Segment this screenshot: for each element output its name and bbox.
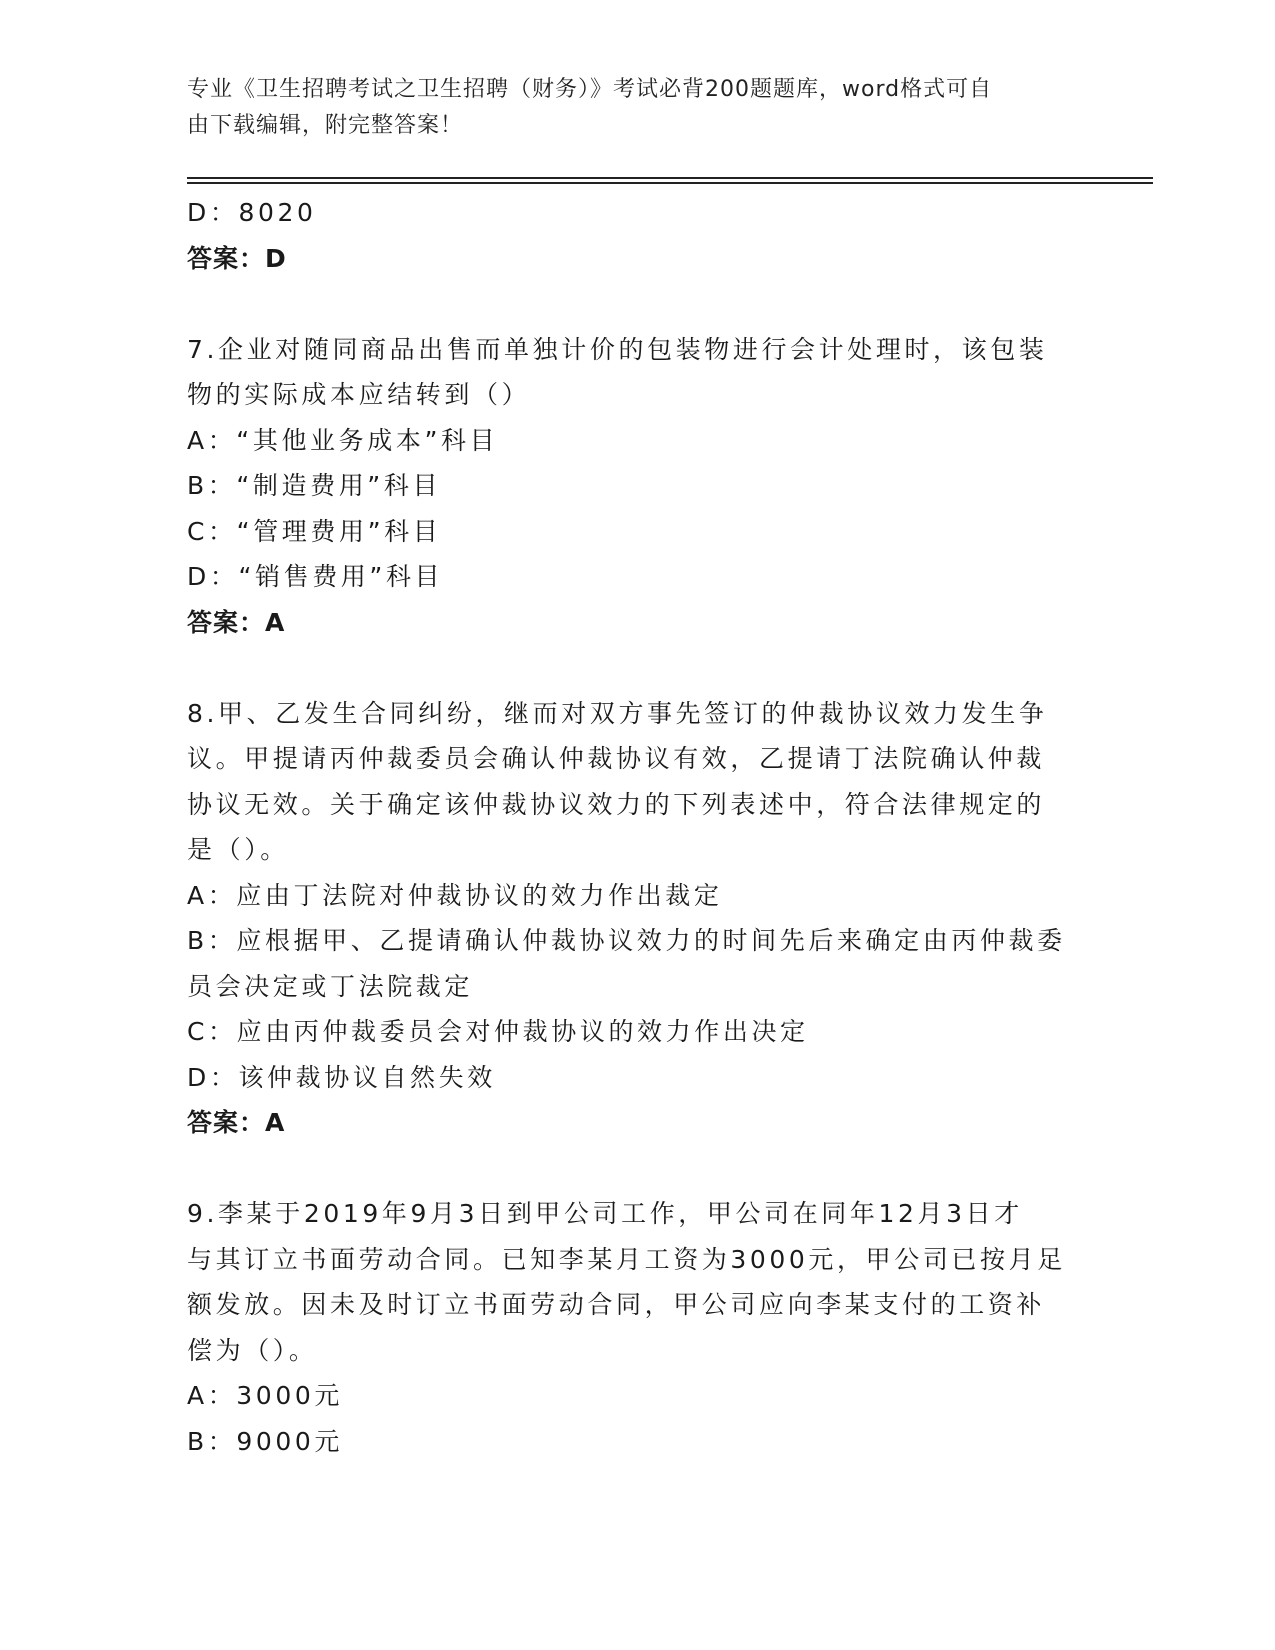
question-stem: 9.李某于2019年9月3日到甲公司工作，甲公司在同年12月3日才 xyxy=(187,1199,1023,1228)
document-header xyxy=(187,72,1087,144)
question-stem: 议。甲提请丙仲裁委员会确认仲裁协议有效，乙提请丁法院确认仲裁 xyxy=(187,744,1046,773)
header-divider-bottom xyxy=(187,182,1153,184)
question-stem: 协议无效。关于确定该仲裁协议效力的下列表述中，符合法律规定的 xyxy=(187,789,1046,819)
option-d: D：“销售费用”科目 xyxy=(187,562,444,591)
question-7 xyxy=(187,327,1087,646)
answer: 答案：D xyxy=(187,243,287,273)
option-a: A：应由丁法院对仲裁协议的效力作出裁定 xyxy=(187,880,723,910)
option-c: C：应由丙仲裁委员会对仲裁协议的效力作出决定 xyxy=(187,1017,809,1046)
option-a: A：3000元 xyxy=(187,1381,343,1410)
question-stem: 是（）。 xyxy=(187,835,289,864)
header-text-line-1: 专业《卫生招聘考试之卫生招聘（财务）》考试必背200题题库，word格式可自 xyxy=(187,77,993,102)
question-stem: 物的实际成本应结转到（） xyxy=(187,380,531,409)
document-body xyxy=(187,190,1087,1464)
option-b: B：9000元 xyxy=(187,1426,343,1456)
question-stem: 8.甲、乙发生合同纠纷，继而对双方事先签订的仲裁协议效力发生争 xyxy=(187,698,1048,728)
question-stem: 与其订立书面劳动合同。已知李某月工资为3000元，甲公司已按月足 xyxy=(187,1244,1066,1274)
header-divider-top xyxy=(187,177,1153,179)
spacer xyxy=(187,1146,1087,1192)
spacer xyxy=(187,281,1087,327)
question-stem: 偿为（）。 xyxy=(187,1335,318,1365)
option-b: B：“制造费用”科目 xyxy=(187,471,442,500)
option-d: D：8020 xyxy=(187,198,317,227)
option-a: A：“其他业务成本”科目 xyxy=(187,425,499,455)
header-text-line-2: 由下载编辑，附完整答案！ xyxy=(187,113,464,138)
question-8 xyxy=(187,691,1087,1146)
option-c: C：“管理费用”科目 xyxy=(187,516,442,546)
option-d: D：该仲裁协议自然失效 xyxy=(187,1062,496,1092)
option-b: 员会决定或丁法院裁定 xyxy=(187,971,474,1001)
question-stem: 额发放。因未及时订立书面劳动合同，甲公司应向李某支付的工资补 xyxy=(187,1290,1046,1319)
question-stem: 7.企业对随同商品出售而单独计价的包装物进行会计处理时，该包装 xyxy=(187,334,1048,364)
spacer xyxy=(187,645,1087,691)
answer: 答案：A xyxy=(187,1108,286,1137)
question-9 xyxy=(187,1191,1087,1464)
answer: 答案：A xyxy=(187,607,286,637)
previous-question-tail xyxy=(187,190,1087,281)
option-b: B：应根据甲、乙提请确认仲裁协议效力的时间先后来确定由丙仲裁委 xyxy=(187,926,1066,955)
